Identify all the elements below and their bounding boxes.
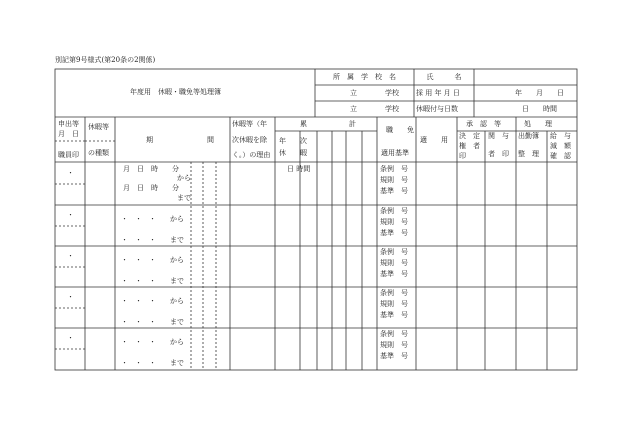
col-applicable: 適 用 xyxy=(420,136,448,144)
row-4-basis-1: 条例 号 xyxy=(380,289,408,297)
col-period-left: 期 xyxy=(146,136,153,144)
col-period-right: 間 xyxy=(207,136,214,144)
form-title: 年度用 休暇・職免等処理簿 xyxy=(130,88,221,96)
col-exemption-1: 職 免 xyxy=(386,126,414,134)
col-annual-2: 休 暇 xyxy=(279,149,307,157)
leave-days-label: 休暇付与日数 xyxy=(416,105,458,113)
affiliation-label: 所 属 学 校 名 xyxy=(333,73,396,81)
col-month-day: 月 日 xyxy=(58,130,79,138)
col-annual-1: 年 次 xyxy=(279,137,307,145)
row-4-to: まで xyxy=(170,318,184,326)
col-salary-2: 減 額 xyxy=(550,142,571,150)
row-1-from-word: から xyxy=(177,174,191,182)
row-1-to-word: まで xyxy=(177,194,191,202)
name-label: 氏 名 xyxy=(426,73,462,81)
col-cumulative-left: 累 xyxy=(300,120,307,128)
row-3-basis-1: 条例 号 xyxy=(380,248,408,256)
col-processing: 処 理 xyxy=(524,120,552,128)
col-decider-2: 権 者 xyxy=(459,142,480,150)
col-reason-2: 次休暇を除 xyxy=(232,136,267,144)
row-5-to: まで xyxy=(170,359,184,367)
col-involved-1: 関 与 xyxy=(488,132,509,140)
row-2-from-dots: ・ ・ ・ xyxy=(121,215,156,223)
col-exemption-2: 適用基準 xyxy=(381,149,409,157)
row-1-basis-3: 基準 号 xyxy=(380,187,408,195)
row-5-to-dots: ・ ・ ・ xyxy=(121,359,156,367)
row-2-to: まで xyxy=(170,236,184,244)
row-1-basis-1: 条例 号 xyxy=(380,165,408,173)
school-label-1: 立 学校 xyxy=(350,89,399,97)
row-3-dot: ・ xyxy=(67,252,74,260)
row-5-from-dots: ・ ・ ・ xyxy=(121,338,156,346)
col-involved-2: 者 印 xyxy=(488,150,509,158)
col-request-date: 申出等 xyxy=(58,120,79,128)
col-reason-1: 休暇等（年 xyxy=(232,120,267,128)
row-1-cumulative: 日 時間 xyxy=(287,165,311,173)
hire-date-value: 年 月 日 xyxy=(515,89,564,97)
row-4-from-dots: ・ ・ ・ xyxy=(121,297,156,305)
row-3-to-dots: ・ ・ ・ xyxy=(121,277,156,285)
row-5-basis-3: 基準 号 xyxy=(380,352,408,360)
col-salary-1: 給 与 xyxy=(550,132,571,140)
row-5-from: から xyxy=(170,338,184,346)
col-reason-3: く。）の理由 xyxy=(232,151,271,159)
col-cumulative-right: 計 xyxy=(349,120,356,128)
row-3-basis-2: 規則 号 xyxy=(380,259,408,267)
row-3-basis-3: 基準 号 xyxy=(380,270,408,278)
col-approval: 承 認 等 xyxy=(466,120,501,128)
row-3-to: まで xyxy=(170,277,184,285)
row-4-basis-3: 基準 号 xyxy=(380,311,408,319)
row-5-basis-2: 規則 号 xyxy=(380,341,408,349)
row-2-basis-3: 基準 号 xyxy=(380,229,408,237)
row-2-to-dots: ・ ・ ・ xyxy=(121,236,156,244)
row-2-dot: ・ xyxy=(67,211,74,219)
col-staff-seal: 職員印 xyxy=(58,151,79,159)
row-4-basis-2: 規則 号 xyxy=(380,300,408,308)
row-4-dot: ・ xyxy=(67,293,74,301)
row-5-basis-1: 条例 号 xyxy=(380,330,408,338)
row-4-to-dots: ・ ・ ・ xyxy=(121,318,156,326)
row-1-to-line: 月 日 時 分 xyxy=(123,184,179,192)
row-4-from: から xyxy=(170,297,184,305)
row-5-dot: ・ xyxy=(67,334,74,342)
row-3-from-dots: ・ ・ ・ xyxy=(121,256,156,264)
col-leave-type-2: の種類 xyxy=(88,149,109,157)
row-1-basis-2: 規則 号 xyxy=(380,176,408,184)
col-decider-3: 印 xyxy=(459,152,466,160)
hire-date-label: 採 用 年 月 日 xyxy=(416,89,460,97)
row-3-from: から xyxy=(170,256,184,264)
col-leave-type-1: 休暇等 xyxy=(88,123,109,131)
row-1-from-line: 月 日 時 分 xyxy=(123,165,179,173)
leave-days-value: 日 時間 xyxy=(522,105,557,113)
row-2-basis-2: 規則 号 xyxy=(380,218,408,226)
col-attendance-1: 出勤簿 xyxy=(518,132,539,140)
row-2-basis-1: 条例 号 xyxy=(380,207,408,215)
col-salary-3: 確 認 xyxy=(550,152,571,160)
row-2-from: から xyxy=(170,215,184,223)
row-1-dot: ・ xyxy=(67,169,74,177)
col-decider-1: 決 定 xyxy=(459,132,480,140)
form-label: 別記第9号様式(第20条の2関係) xyxy=(55,56,156,64)
school-label-2: 立 学校 xyxy=(350,105,399,113)
col-attendance-2: 整 理 xyxy=(518,150,539,158)
